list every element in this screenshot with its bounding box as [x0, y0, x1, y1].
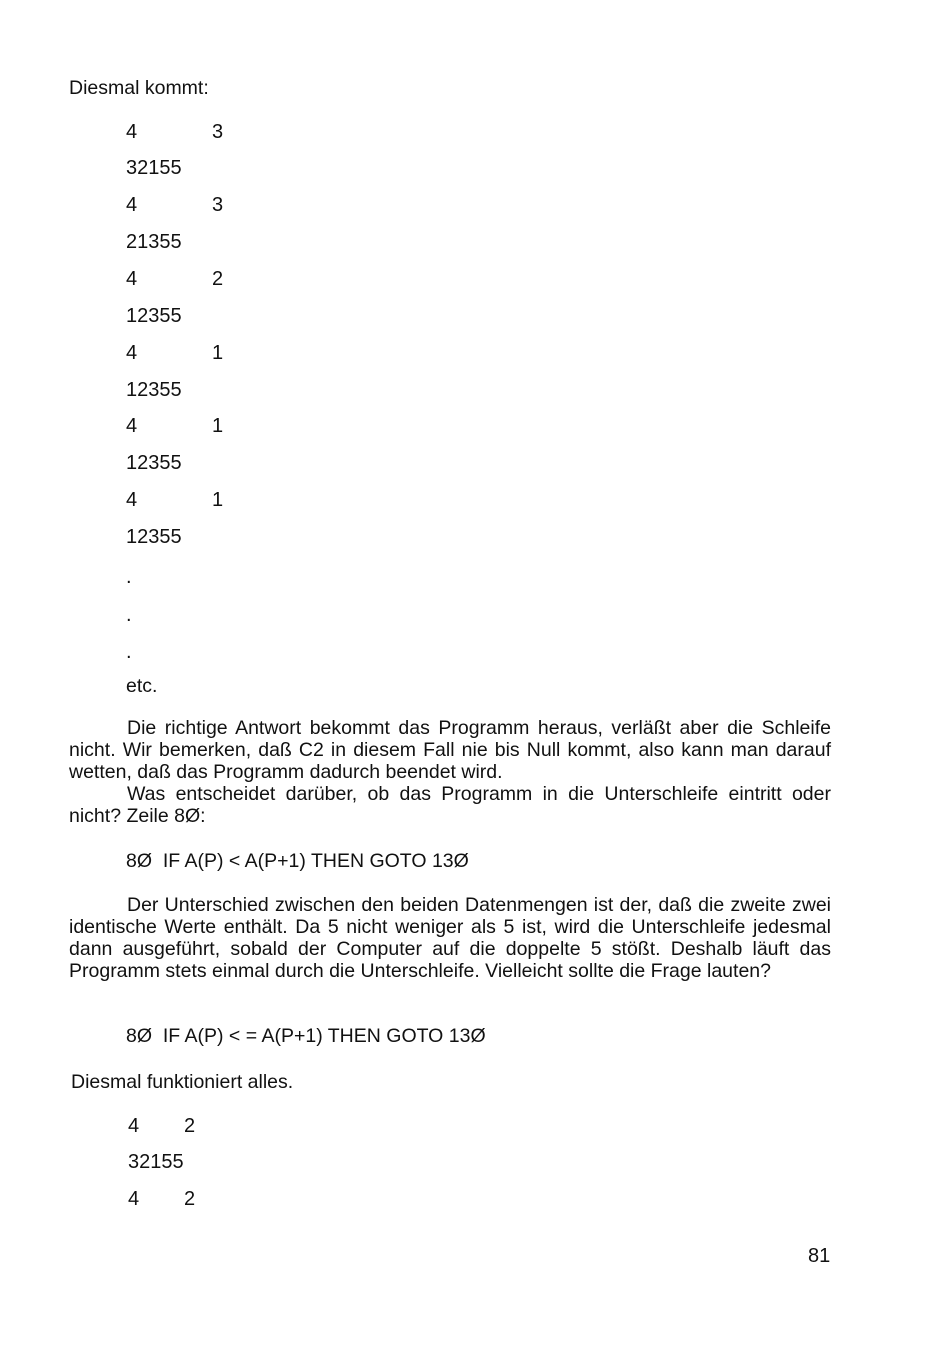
outro-text: Diesmal funktioniert alles.	[71, 1071, 294, 1093]
paragraph-text: Die richtige Antwort bekommt das Programm heraus, verläßt aber die Schleife nicht. Wir bemerken, daß C2 in diesem Fall nie bis Null kommt, also kann man darauf wetten, daß das Programm dadurch beendet wird.	[69, 717, 831, 783]
paragraph-text: Der Unterschied zwischen den beiden Datenmengen ist der, daß die zweite zwei identische Werte enthält. Da 5 nicht weniger als 5 ist, wird die Unterschleife jedesmal dann ausgeführt, sobald der Computer auf die doppelte 5 stößt. Deshalb läuft das Programm stets einmal durch die Unterschleife. Vielleicht sollte die Frage lauten?	[69, 894, 831, 982]
output-value: 4	[128, 1188, 140, 1210]
output-value: 12355	[126, 452, 182, 474]
output-value: 4	[126, 194, 138, 216]
paragraph-text: Was entscheidet darüber, ob das Programm in die Unterschleife eintritt oder nicht? Zeile 8Ø:	[69, 783, 831, 827]
output-value: 2	[184, 1188, 196, 1210]
output-value: 4	[126, 268, 138, 290]
output-value: 4	[126, 342, 138, 364]
output-value: 4	[128, 1115, 140, 1137]
output-value: 4	[126, 121, 138, 143]
explanation-paragraph-1	[69, 717, 831, 827]
output-value: 3	[212, 194, 224, 216]
output-value: 1	[212, 415, 224, 437]
output-value: 32155	[126, 157, 182, 179]
ellipsis-dot: .	[126, 604, 132, 626]
output-value: 21355	[126, 231, 182, 253]
page-number: 81	[808, 1245, 831, 1267]
code-line-1: 8Ø IF A(P) < A(P+1) THEN GOTO 13Ø	[126, 850, 469, 872]
output-value: 32155	[128, 1151, 184, 1173]
output-value: 4	[126, 489, 138, 511]
output-value: 1	[212, 489, 224, 511]
intro-text: Diesmal kommt:	[69, 77, 209, 99]
output-value: 2	[212, 268, 224, 290]
output-value: 12355	[126, 379, 182, 401]
output-value: 12355	[126, 305, 182, 327]
output-value: 12355	[126, 526, 182, 548]
output-value: 2	[184, 1115, 196, 1137]
explanation-paragraph-2	[69, 894, 831, 982]
code-line-2: 8Ø IF A(P) < = A(P+1) THEN GOTO 13Ø	[126, 1025, 486, 1047]
etc-text: etc.	[126, 675, 158, 697]
ellipsis-dot: .	[126, 566, 132, 588]
output-value: 3	[212, 121, 224, 143]
output-value: 1	[212, 342, 224, 364]
ellipsis-dot: .	[126, 641, 132, 663]
output-value: 4	[126, 415, 138, 437]
